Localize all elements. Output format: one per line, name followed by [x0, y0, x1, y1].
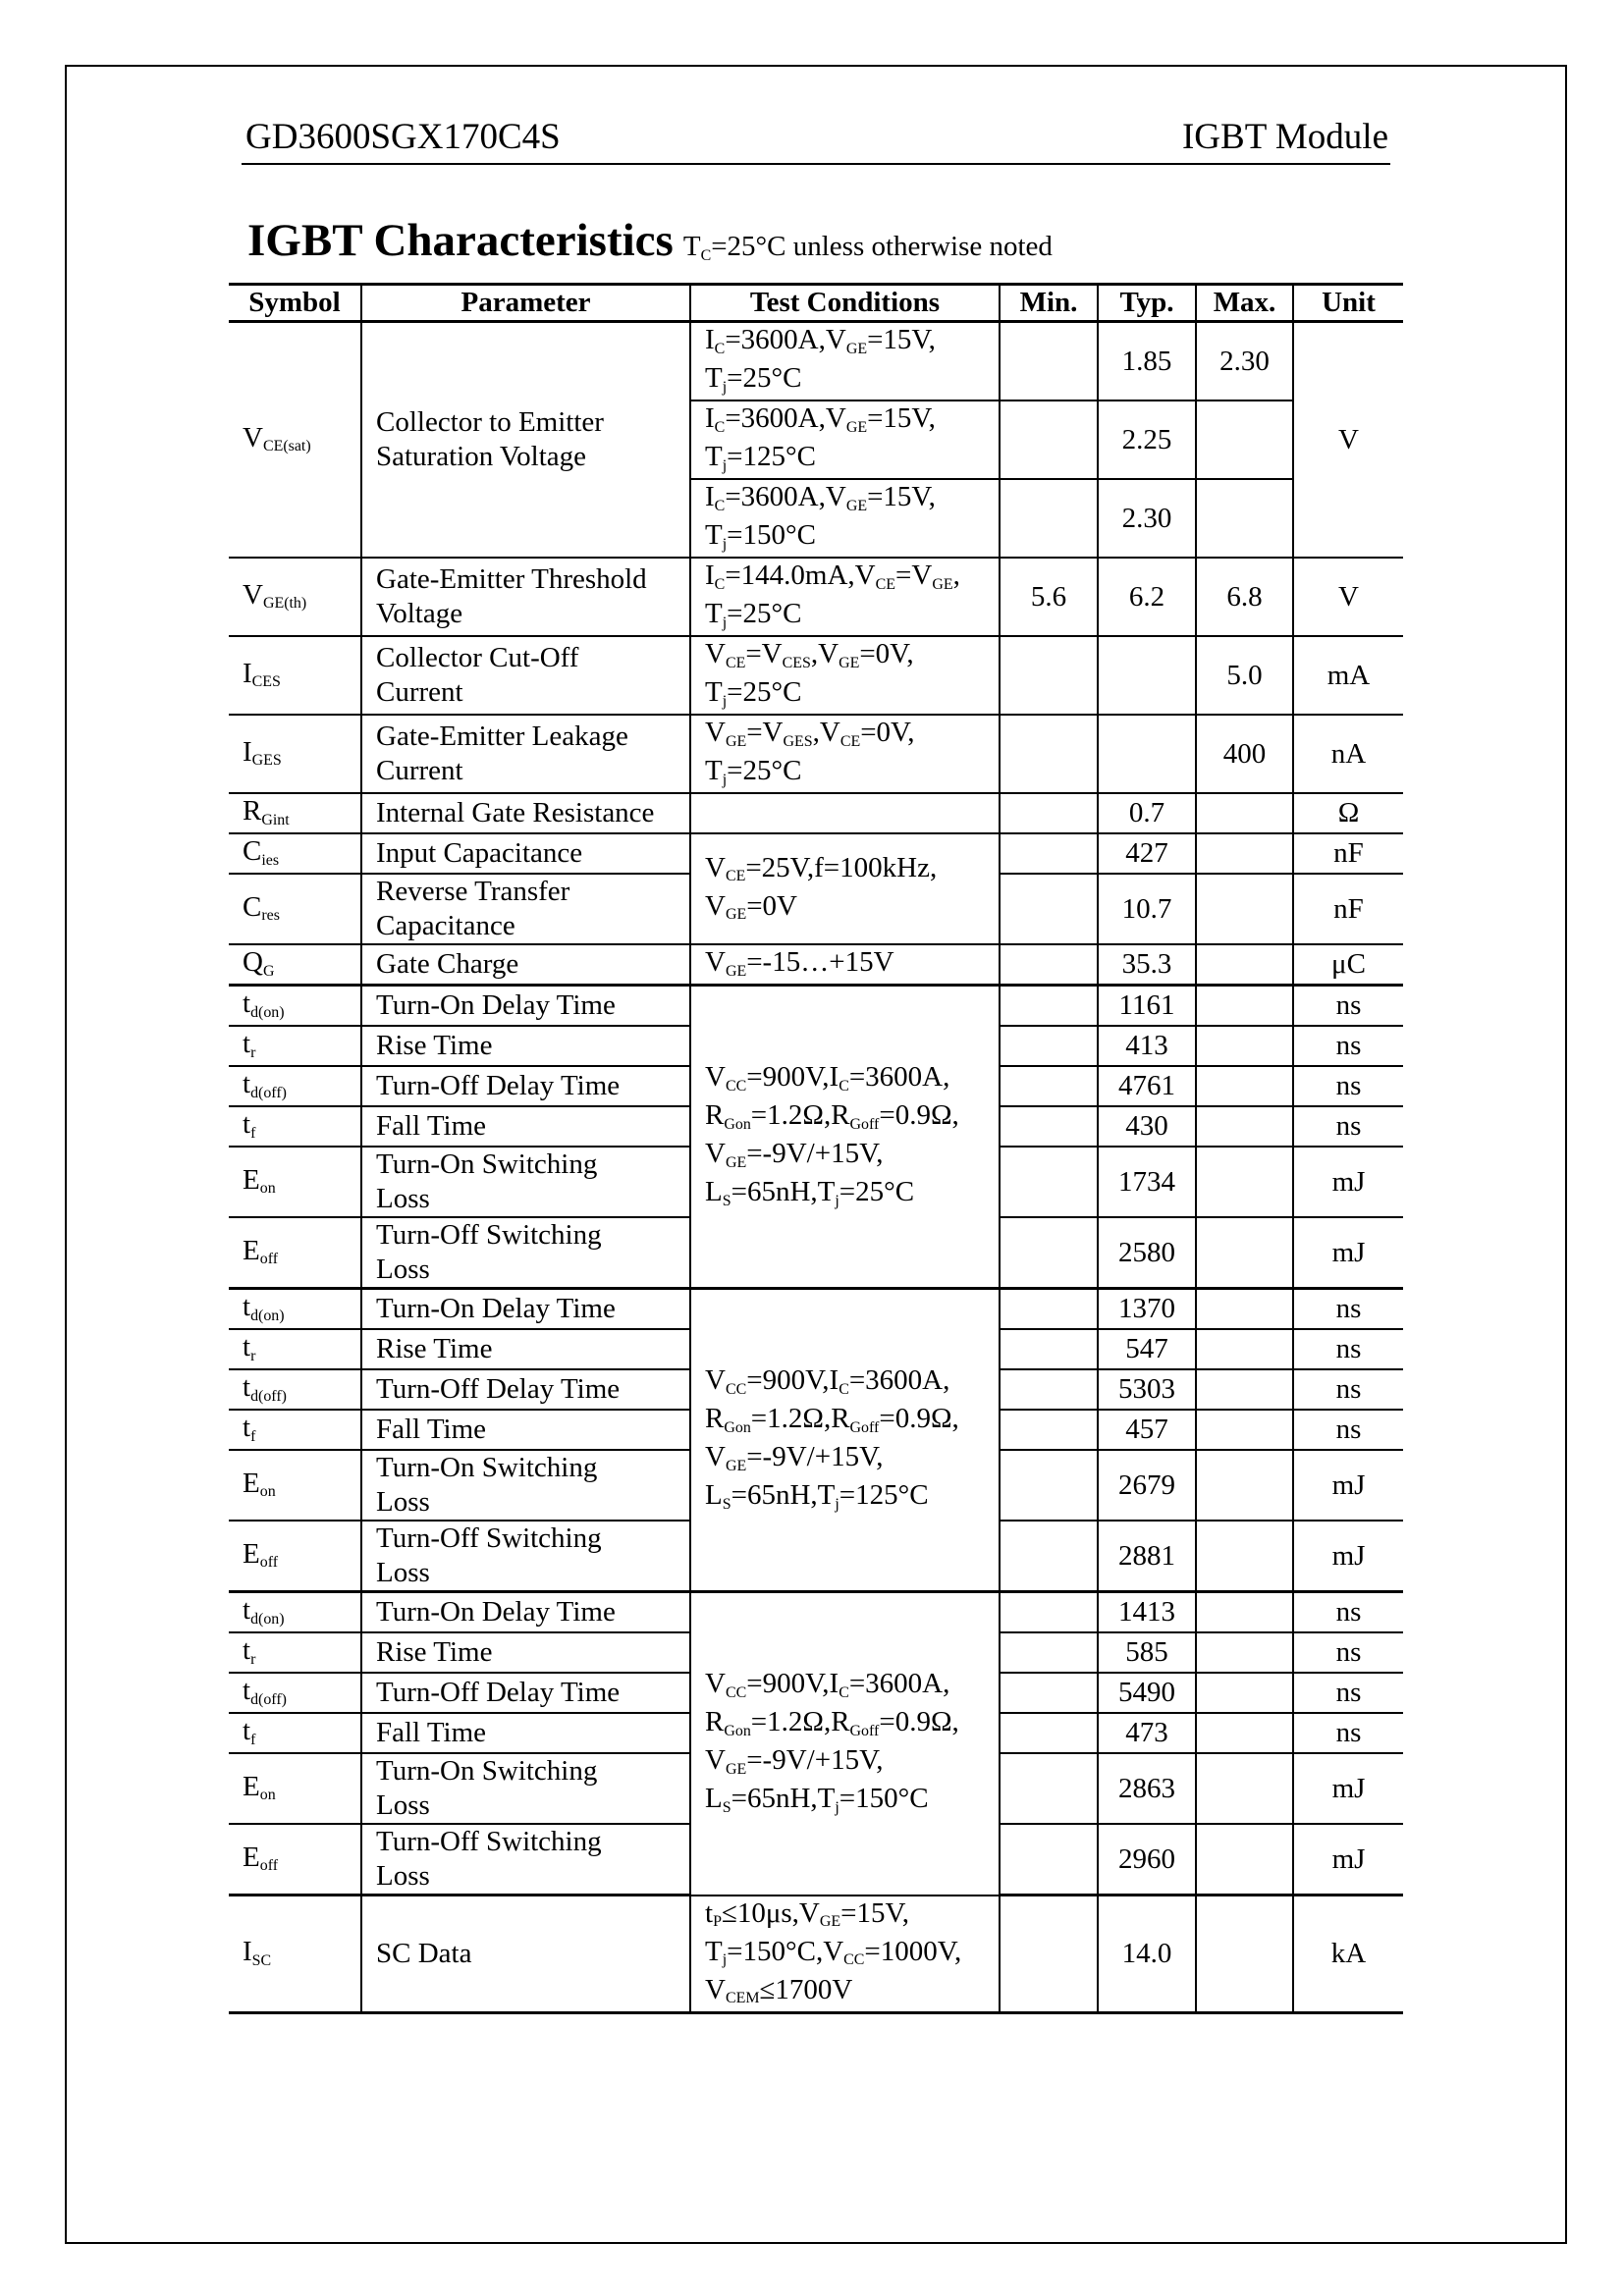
- min-cell: [1000, 1026, 1098, 1066]
- parameter-cell: Turn-On Delay Time: [361, 986, 690, 1027]
- typ-cell: 413: [1098, 1026, 1196, 1066]
- parameter-cell: Collector to Emitter Saturation Voltage: [361, 322, 690, 559]
- table-row: [229, 715, 1403, 793]
- typ-cell: 473: [1098, 1713, 1196, 1753]
- symbol-cell: $t_r$: [229, 1329, 361, 1369]
- max-cell: [1196, 1106, 1293, 1147]
- max-cell: [1196, 1147, 1293, 1217]
- parameter-cell: Gate-Emitter Leakage Current: [361, 715, 690, 793]
- max-cell: [1196, 1713, 1293, 1753]
- table-row: [229, 944, 1403, 986]
- parameter-cell: Turn-On Switching Loss: [361, 1450, 690, 1521]
- typ-cell: 1.85: [1098, 322, 1196, 401]
- unit-cell: nF: [1293, 833, 1403, 874]
- module-type: IGBT Module: [1181, 117, 1388, 157]
- unit-cell: mJ: [1293, 1521, 1403, 1592]
- typ-cell: 2580: [1098, 1217, 1196, 1289]
- symbol-cell: $t_f$: [229, 1410, 361, 1450]
- unit-cell: nF: [1293, 874, 1403, 944]
- header-cell: Symbol: [229, 285, 361, 322]
- parameter-cell: Fall Time: [361, 1713, 690, 1753]
- typ-cell: 4761: [1098, 1066, 1196, 1106]
- symbol-cell: $E_{off}$: [229, 1824, 361, 1896]
- unit-cell: ns: [1293, 1066, 1403, 1106]
- header-cell: Parameter: [361, 285, 690, 322]
- conditions-cell: $V_{CC}=900V,I_C=3600A$, $R_{Gon}=1.2\Omega,R_{Goff}=0.9\Omega$, $V_{GE}=-9V/+15V$, $L_S=65nH,T_j=25^\circ C$: [690, 986, 1000, 1289]
- symbol-cell: $t_r$: [229, 1632, 361, 1673]
- min-cell: [1000, 1632, 1098, 1673]
- typ-cell: 1734: [1098, 1147, 1196, 1217]
- conditions-cell: $V_{CE}=25V,f=100kHz$, $V_{GE}=0V$: [690, 833, 1000, 944]
- min-cell: [1000, 715, 1098, 793]
- min-cell: 5.6: [1000, 558, 1098, 636]
- max-cell: [1196, 1450, 1293, 1521]
- min-cell: [1000, 944, 1098, 986]
- typ-cell: 457: [1098, 1410, 1196, 1450]
- unit-cell: mA: [1293, 636, 1403, 715]
- min-cell: [1000, 1147, 1098, 1217]
- conditions-cell: $I_C=3600A,V_{GE}=15V$, $T_j=150^\circ C$: [690, 479, 1000, 558]
- parameter-cell: Turn-On Switching Loss: [361, 1753, 690, 1824]
- conditions-cell: $V_{GE}=-15\dots+15V$: [690, 944, 1000, 986]
- max-cell: [1196, 944, 1293, 986]
- min-cell: [1000, 874, 1098, 944]
- parameter-cell: Turn-Off Delay Time: [361, 1066, 690, 1106]
- typ-cell: 585: [1098, 1632, 1196, 1673]
- header-cell: Min.: [1000, 285, 1098, 322]
- unit-cell: mJ: [1293, 1753, 1403, 1824]
- parameter-cell: Turn-Off Switching Loss: [361, 1217, 690, 1289]
- unit-cell: ns: [1293, 1369, 1403, 1410]
- max-cell: [1196, 1410, 1293, 1450]
- parameter-cell: Rise Time: [361, 1329, 690, 1369]
- max-cell: [1196, 1592, 1293, 1633]
- table-row: [229, 793, 1403, 833]
- max-cell: [1196, 874, 1293, 944]
- symbol-cell: $E_{on}$: [229, 1450, 361, 1521]
- unit-cell: ns: [1293, 1632, 1403, 1673]
- max-cell: [1196, 1329, 1293, 1369]
- min-cell: [1000, 833, 1098, 874]
- max-cell: 6.8: [1196, 558, 1293, 636]
- conditions-cell: $V_{CC}=900V,I_C=3600A$, $R_{Gon}=1.2\Omega,R_{Goff}=0.9\Omega$, $V_{GE}=-9V/+15V$, $L_S=65nH,T_j=150^\circ C$: [690, 1592, 1000, 1896]
- typ-cell: 2.25: [1098, 400, 1196, 479]
- symbol-cell: $t_{d(off)}$: [229, 1369, 361, 1410]
- min-cell: [1000, 1753, 1098, 1824]
- parameter-cell: Turn-Off Delay Time: [361, 1369, 690, 1410]
- parameter-cell: Reverse Transfer Capacitance: [361, 874, 690, 944]
- parameter-cell: SC Data: [361, 1896, 690, 2013]
- conditions-cell: $t_P\le 10\mu s,V_{GE}=15V$, $T_j=150^\circ C,V_{CC}=1000V$, $V_{CEM}\le 1700V$: [690, 1896, 1000, 2013]
- typ-cell: 35.3: [1098, 944, 1196, 986]
- header-cell: Test Conditions: [690, 285, 1000, 322]
- unit-cell: ns: [1293, 1106, 1403, 1147]
- symbol-cell: $C_{ies}$: [229, 833, 361, 874]
- conditions-cell: $I_C=3600A,V_{GE}=15V$, $T_j=25^\circ C$: [690, 322, 1000, 401]
- max-cell: 5.0: [1196, 636, 1293, 715]
- conditions-cell: [690, 793, 1000, 833]
- parameter-cell: Turn-On Delay Time: [361, 1289, 690, 1330]
- unit-cell: ns: [1293, 986, 1403, 1027]
- unit-cell: ns: [1293, 1329, 1403, 1369]
- symbol-cell: $I_{CES}$: [229, 636, 361, 715]
- min-cell: [1000, 1106, 1098, 1147]
- symbol-cell: $V_{GE(th)}$: [229, 558, 361, 636]
- max-cell: [1196, 1369, 1293, 1410]
- max-cell: [1196, 1632, 1293, 1673]
- unit-cell: kA: [1293, 1896, 1403, 2013]
- part-number: GD3600SGX170C4S: [245, 117, 561, 157]
- min-cell: [1000, 1824, 1098, 1896]
- symbol-cell: $E_{off}$: [229, 1217, 361, 1289]
- symbol-cell: $C_{res}$: [229, 874, 361, 944]
- header-cell: Max.: [1196, 285, 1293, 322]
- min-cell: [1000, 986, 1098, 1027]
- min-cell: [1000, 1896, 1098, 2013]
- parameter-cell: Fall Time: [361, 1410, 690, 1450]
- symbol-cell: $E_{on}$: [229, 1147, 361, 1217]
- typ-cell: 2.30: [1098, 479, 1196, 558]
- typ-cell: 14.0: [1098, 1896, 1196, 2013]
- typ-cell: 0.7: [1098, 793, 1196, 833]
- max-cell: [1196, 1289, 1293, 1330]
- min-cell: [1000, 1066, 1098, 1106]
- typ-cell: 5303: [1098, 1369, 1196, 1410]
- min-cell: [1000, 1289, 1098, 1330]
- symbol-cell: $t_r$: [229, 1026, 361, 1066]
- symbol-cell: $R_{Gint}$: [229, 793, 361, 833]
- parameter-cell: Turn-Off Delay Time: [361, 1673, 690, 1713]
- table-header-row: [229, 285, 1403, 322]
- symbol-cell: $t_{d(on)}$: [229, 1289, 361, 1330]
- min-cell: [1000, 1713, 1098, 1753]
- header-rule: [242, 163, 1390, 165]
- max-cell: [1196, 1217, 1293, 1289]
- symbol-cell: $I_{GES}$: [229, 715, 361, 793]
- unit-cell: ns: [1293, 1713, 1403, 1753]
- symbol-cell: $I_{SC}$: [229, 1896, 361, 2013]
- min-cell: [1000, 1217, 1098, 1289]
- unit-cell: Ω: [1293, 793, 1403, 833]
- min-cell: [1000, 1450, 1098, 1521]
- parameter-cell: Collector Cut-Off Current: [361, 636, 690, 715]
- typ-cell: 430: [1098, 1106, 1196, 1147]
- table-row: [229, 1896, 1403, 2013]
- typ-cell: 5490: [1098, 1673, 1196, 1713]
- unit-cell: V: [1293, 558, 1403, 636]
- conditions-cell: $V_{GE}=V_{GES},V_{CE}=0V$, $T_j=25^\circ C$: [690, 715, 1000, 793]
- conditions-cell: $I_C=144.0mA,V_{CE}=V_{GE}$, $T_j=25^\circ C$: [690, 558, 1000, 636]
- max-cell: [1196, 400, 1293, 479]
- min-cell: [1000, 793, 1098, 833]
- symbol-cell: $t_{d(on)}$: [229, 1592, 361, 1633]
- table-row: [229, 986, 1403, 1027]
- typ-cell: 1161: [1098, 986, 1196, 1027]
- unit-cell: mJ: [1293, 1824, 1403, 1896]
- symbol-cell: $t_f$: [229, 1106, 361, 1147]
- parameter-cell: Rise Time: [361, 1632, 690, 1673]
- typ-cell: [1098, 715, 1196, 793]
- typ-cell: 2863: [1098, 1753, 1196, 1824]
- unit-cell: ns: [1293, 1410, 1403, 1450]
- parameter-cell: Gate Charge: [361, 944, 690, 986]
- parameter-cell: Rise Time: [361, 1026, 690, 1066]
- max-cell: [1196, 1896, 1293, 2013]
- min-cell: [1000, 322, 1098, 401]
- conditions-cell: $I_C=3600A,V_{GE}=15V$, $T_j=125^\circ C$: [690, 400, 1000, 479]
- min-cell: [1000, 479, 1098, 558]
- min-cell: [1000, 636, 1098, 715]
- parameter-cell: Turn-On Delay Time: [361, 1592, 690, 1633]
- typ-cell: 2960: [1098, 1824, 1196, 1896]
- symbol-cell: $t_{d(off)}$: [229, 1066, 361, 1106]
- table-row: [229, 636, 1403, 715]
- section-title: [247, 214, 1053, 267]
- max-cell: [1196, 793, 1293, 833]
- header-cell: Typ.: [1098, 285, 1196, 322]
- min-cell: [1000, 1369, 1098, 1410]
- max-cell: [1196, 1753, 1293, 1824]
- unit-cell: V: [1293, 322, 1403, 559]
- symbol-cell: $t_f$: [229, 1713, 361, 1753]
- typ-cell: 1413: [1098, 1592, 1196, 1633]
- conditions-cell: $V_{CE}=V_{CES},V_{GE}=0V$, $T_j=25^\circ C$: [690, 636, 1000, 715]
- table-row: [229, 1592, 1403, 1633]
- min-cell: [1000, 1410, 1098, 1450]
- parameter-cell: Gate-Emitter Threshold Voltage: [361, 558, 690, 636]
- typ-cell: 2679: [1098, 1450, 1196, 1521]
- symbol-cell: $E_{off}$: [229, 1521, 361, 1592]
- header-cell: Unit: [1293, 285, 1403, 322]
- section-title-main: IGBT Characteristics: [247, 215, 674, 266]
- symbol-cell: $t_{d(on)}$: [229, 986, 361, 1027]
- parameter-cell: Turn-Off Switching Loss: [361, 1824, 690, 1896]
- unit-cell: mJ: [1293, 1147, 1403, 1217]
- max-cell: [1196, 986, 1293, 1027]
- table-row: [229, 322, 1403, 401]
- parameter-cell: Turn-Off Switching Loss: [361, 1521, 690, 1592]
- typ-cell: 1370: [1098, 1289, 1196, 1330]
- typ-cell: 547: [1098, 1329, 1196, 1369]
- unit-cell: μC: [1293, 944, 1403, 986]
- section-title-note: $T_C=25^\circ C$ unless otherwise noted: [682, 231, 1053, 264]
- unit-cell: ns: [1293, 1592, 1403, 1633]
- max-cell: [1196, 1066, 1293, 1106]
- table-row: [229, 558, 1403, 636]
- symbol-cell: $E_{on}$: [229, 1753, 361, 1824]
- max-cell: [1196, 479, 1293, 558]
- min-cell: [1000, 1673, 1098, 1713]
- typ-cell: 427: [1098, 833, 1196, 874]
- max-cell: [1196, 833, 1293, 874]
- parameter-cell: Internal Gate Resistance: [361, 793, 690, 833]
- max-cell: [1196, 1026, 1293, 1066]
- table-row: [229, 1289, 1403, 1330]
- unit-cell: ns: [1293, 1026, 1403, 1066]
- typ-cell: [1098, 636, 1196, 715]
- max-cell: 400: [1196, 715, 1293, 793]
- max-cell: [1196, 1521, 1293, 1592]
- min-cell: [1000, 1592, 1098, 1633]
- igbt-characteristics-table: [229, 283, 1403, 2014]
- symbol-cell: $Q_G$: [229, 944, 361, 986]
- min-cell: [1000, 1521, 1098, 1592]
- unit-cell: ns: [1293, 1289, 1403, 1330]
- symbol-cell: $V_{CE(sat)}$: [229, 322, 361, 559]
- table-row: [229, 833, 1403, 874]
- symbol-cell: $t_{d(off)}$: [229, 1673, 361, 1713]
- typ-cell: 10.7: [1098, 874, 1196, 944]
- unit-cell: mJ: [1293, 1217, 1403, 1289]
- typ-cell: 6.2: [1098, 558, 1196, 636]
- max-cell: [1196, 1824, 1293, 1896]
- unit-cell: mJ: [1293, 1450, 1403, 1521]
- parameter-cell: Input Capacitance: [361, 833, 690, 874]
- max-cell: 2.30: [1196, 322, 1293, 401]
- min-cell: [1000, 400, 1098, 479]
- parameter-cell: Turn-On Switching Loss: [361, 1147, 690, 1217]
- conditions-cell: $V_{CC}=900V,I_C=3600A$, $R_{Gon}=1.2\Omega,R_{Goff}=0.9\Omega$, $V_{GE}=-9V/+15V$, $L_S=65nH,T_j=125^\circ C$: [690, 1289, 1000, 1592]
- max-cell: [1196, 1673, 1293, 1713]
- unit-cell: nA: [1293, 715, 1403, 793]
- min-cell: [1000, 1329, 1098, 1369]
- parameter-cell: Fall Time: [361, 1106, 690, 1147]
- unit-cell: ns: [1293, 1673, 1403, 1713]
- typ-cell: 2881: [1098, 1521, 1196, 1592]
